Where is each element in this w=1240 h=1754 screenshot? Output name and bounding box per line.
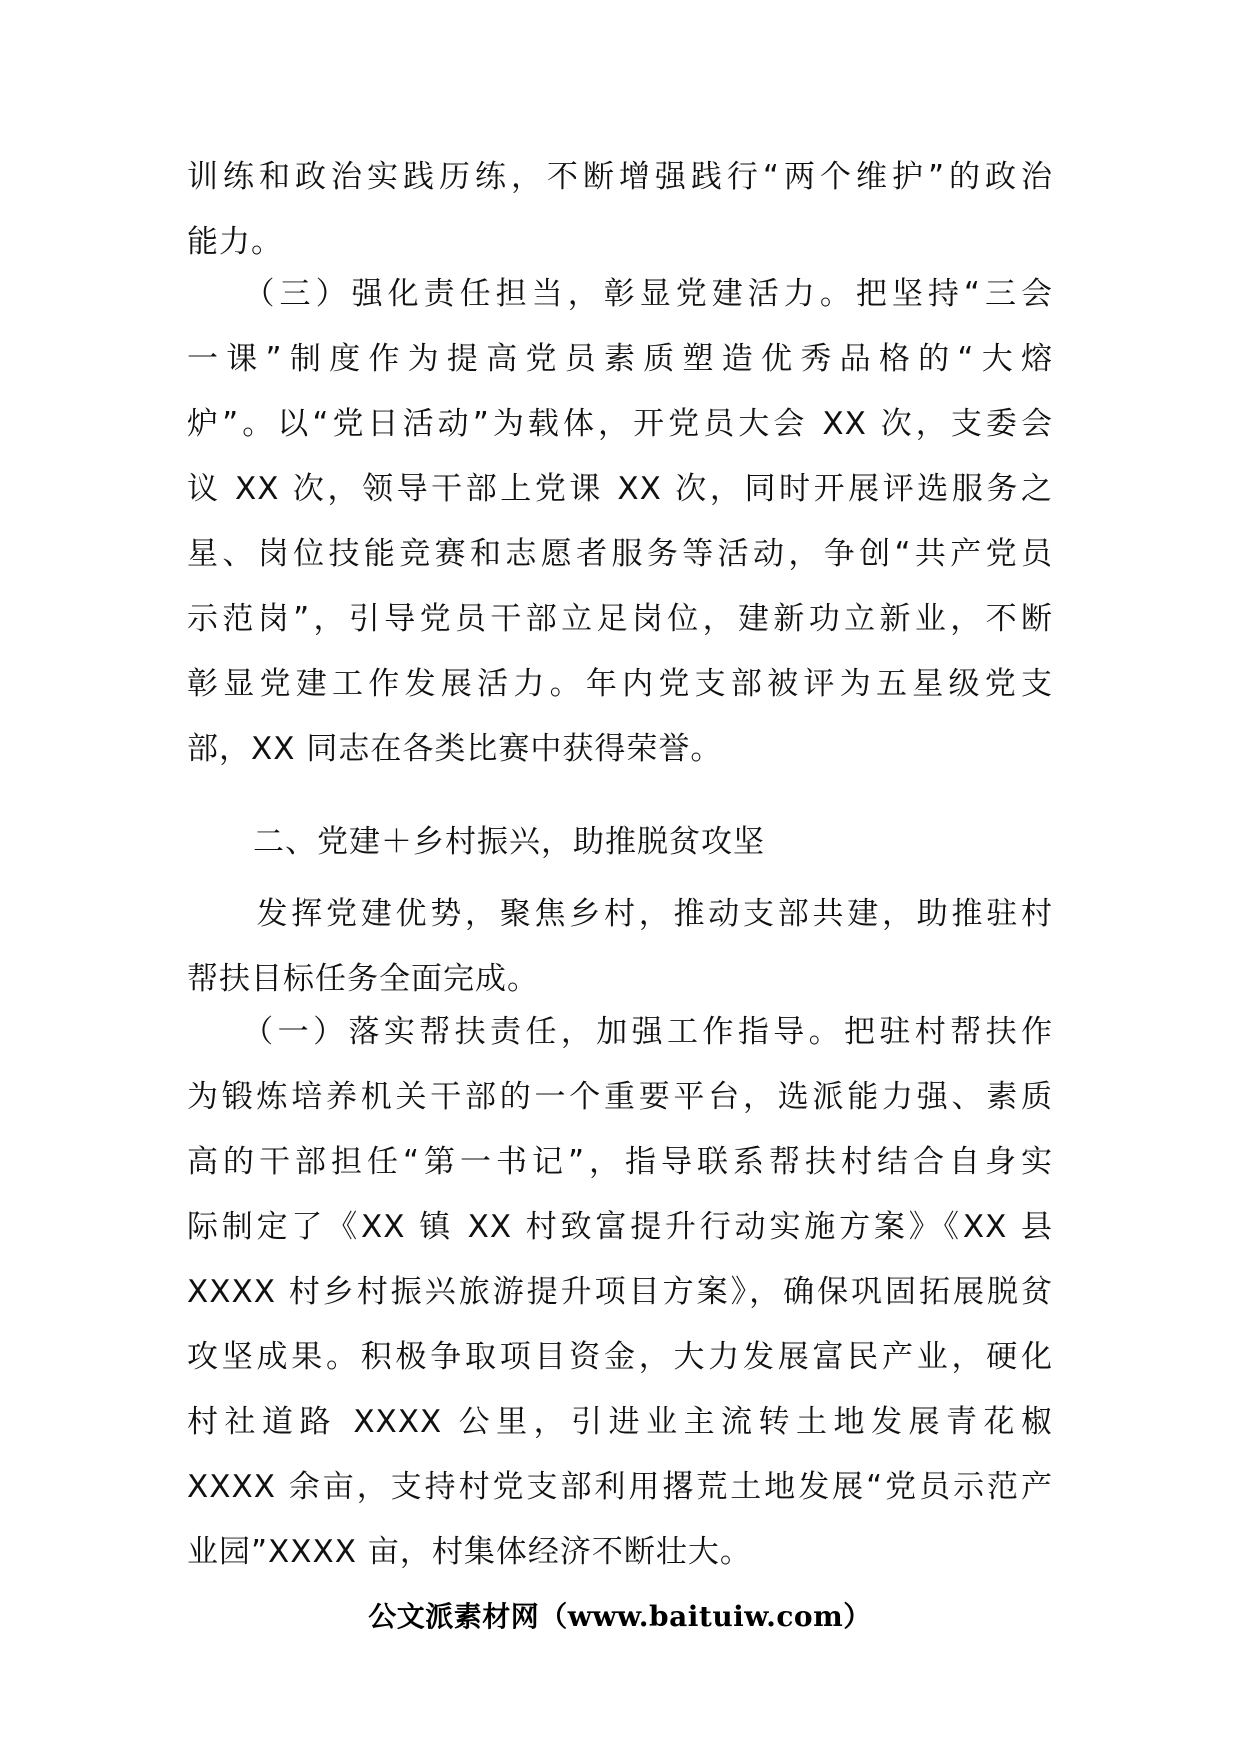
paragraph-section-three bbox=[187, 262, 1053, 782]
text-line: （一）落实帮扶责任，加强工作指导。把驻村帮扶作 bbox=[187, 1014, 1053, 1050]
text-line: 高的干部担任“第一书记”，指导联系帮扶村结合自身实 bbox=[187, 1144, 1053, 1180]
text-line: 帮扶目标任务全面完成。 bbox=[187, 961, 539, 997]
text-line: 炉”。以“党日活动”为载体，开党员大会 XX 次，支委会 bbox=[187, 406, 1053, 442]
text-line: 村社道路 XXXX 公里，引进业主流转土地发展青花椒 bbox=[187, 1404, 1053, 1440]
paragraph-intro bbox=[187, 882, 1053, 1012]
text-line: 一课”制度作为提高党员素质塑造优秀品格的“大熔 bbox=[187, 341, 1053, 377]
text-line: 示范岗”，引导党员干部立足岗位，建新功立新业，不断 bbox=[187, 601, 1053, 637]
paragraph-continuation bbox=[187, 145, 1053, 275]
text-line: 部，XX 同志在各类比赛中获得荣誉。 bbox=[187, 731, 723, 767]
footer-watermark: 公文派素材网（www.baituiw.com） bbox=[368, 1600, 872, 1633]
text-line: XXXX 村乡村振兴旅游提升项目方案》，确保巩固拓展脱贫 bbox=[187, 1274, 1053, 1310]
text-line: 为锻炼培养机关干部的一个重要平台，选派能力强、素质 bbox=[187, 1079, 1053, 1115]
text-line: 攻坚成果。积极争取项目资金，大力发展富民产业，硬化 bbox=[187, 1339, 1053, 1375]
text-line: 发挥党建优势，聚焦乡村，推动支部共建，助推驻村 bbox=[187, 896, 1053, 932]
text-line: （三）强化责任担当，彰显党建活力。把坚持“三会 bbox=[187, 276, 1053, 312]
text-line: 际制定了《XX 镇 XX 村致富提升行动实施方案》《XX 县 bbox=[187, 1209, 1053, 1245]
text-line: 能力。 bbox=[187, 224, 283, 260]
text-line: 星、岗位技能竞赛和志愿者服务等活动，争创“共产党员 bbox=[187, 536, 1053, 572]
section-heading: 二、党建＋乡村振兴，助推脱贫攻坚 bbox=[253, 824, 765, 860]
text-line: 彰显党建工作发展活力。年内党支部被评为五星级党支 bbox=[187, 666, 1053, 702]
text-line: 训练和政治实践历练，不断增强践行“两个维护”的政治 bbox=[187, 159, 1053, 195]
paragraph-section-one bbox=[187, 1000, 1053, 1585]
text-line: 业园”XXXX 亩，村集体经济不断壮大。 bbox=[187, 1534, 752, 1570]
text-line: 议 XX 次，领导干部上党课 XX 次，同时开展评选服务之 bbox=[187, 471, 1053, 507]
text-line: XXXX 余亩，支持村党支部利用撂荒土地发展“党员示范产 bbox=[187, 1469, 1053, 1505]
